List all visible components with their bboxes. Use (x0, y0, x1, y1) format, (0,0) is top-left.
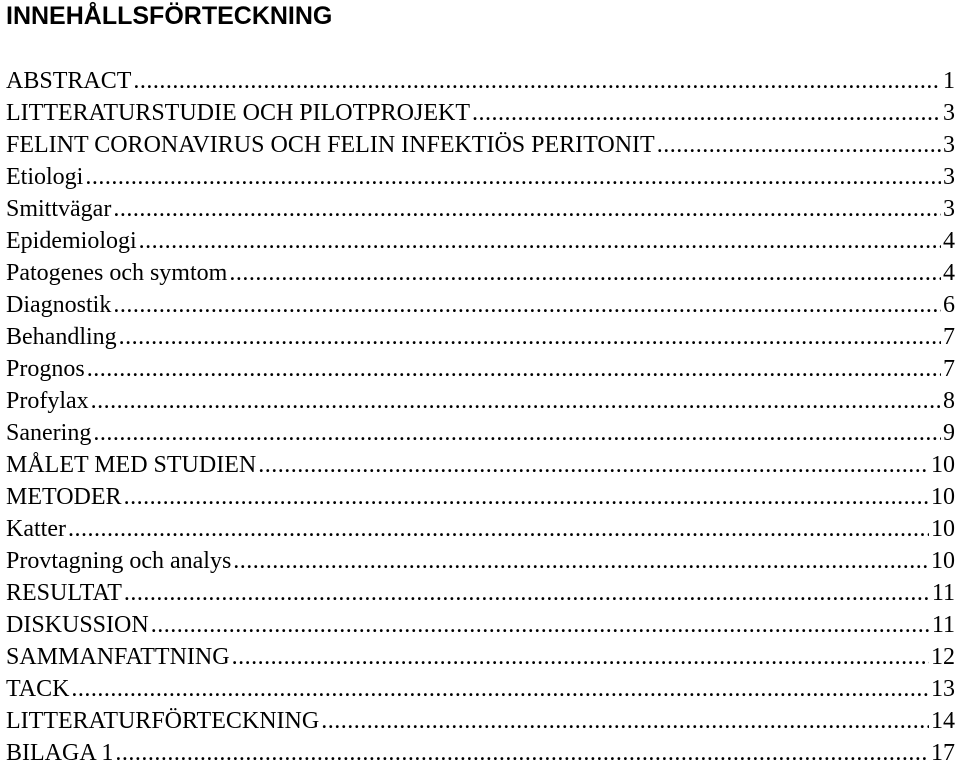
toc-entry[interactable] (6, 193, 955, 225)
toc-entry-page-number: 8 (943, 388, 955, 414)
dot-leader (85, 161, 941, 193)
dot-leader (119, 321, 941, 353)
dot-leader (151, 609, 930, 641)
toc-entry[interactable] (6, 289, 955, 321)
toc-entry-page-number: 7 (943, 324, 955, 350)
dot-leader (68, 513, 929, 545)
toc-entry-label: Sanering (6, 420, 92, 446)
dot-leader (93, 417, 941, 449)
toc-entry-page-number: 3 (943, 196, 955, 222)
toc-entry[interactable] (6, 225, 955, 257)
toc-entry[interactable] (6, 481, 955, 513)
toc-entry-label: Etiologi (6, 164, 84, 190)
toc-entry-page-number: 1 (943, 68, 955, 94)
dot-leader (229, 257, 941, 289)
toc-entry[interactable] (6, 641, 955, 673)
toc-entry-label: Diagnostik (6, 292, 112, 318)
toc-entry-label: Epidemiologi (6, 228, 137, 254)
toc-entry[interactable] (6, 449, 955, 481)
toc-entry-label: ABSTRACT (6, 68, 132, 94)
dot-leader (232, 641, 929, 673)
dot-leader (139, 225, 941, 257)
toc-entry[interactable] (6, 353, 955, 385)
toc-entry[interactable] (6, 577, 955, 609)
toc-entry-page-number: 3 (943, 100, 955, 126)
toc-entry-label: Profylax (6, 388, 89, 414)
toc-entry-label: TACK (6, 676, 70, 702)
toc-entry[interactable] (6, 417, 955, 449)
dot-leader (91, 385, 941, 417)
toc-entry-label: DISKUSSION (6, 612, 149, 638)
dot-leader (113, 193, 941, 225)
toc-entry[interactable] (6, 737, 955, 769)
toc-entry-label: SAMMANFATTNING (6, 644, 230, 670)
toc-entry[interactable] (6, 385, 955, 417)
toc-entry-page-number: 6 (943, 292, 955, 318)
toc-entry-page-number: 9 (943, 420, 955, 446)
toc-entry[interactable] (6, 257, 955, 289)
toc-entry[interactable] (6, 545, 955, 577)
dot-leader (472, 97, 941, 129)
toc-entry[interactable] (6, 513, 955, 545)
dot-leader (87, 353, 941, 385)
toc-entry-page-number: 17 (931, 740, 955, 766)
toc-entry-label: LITTERATURSTUDIE OCH PILOTPROJEKT (6, 100, 470, 126)
dot-leader (258, 449, 929, 481)
toc-entry[interactable] (6, 65, 955, 97)
dot-leader (657, 129, 941, 161)
toc-entry-label: METODER (6, 484, 122, 510)
toc-entry-label: Provtagning och analys (6, 548, 232, 574)
toc-entry-page-number: 10 (931, 516, 955, 542)
toc-entry-page-number: 10 (931, 548, 955, 574)
toc-entry[interactable] (6, 129, 955, 161)
toc-entry-page-number: 4 (943, 260, 955, 286)
toc-entry-page-number: 10 (931, 452, 955, 478)
toc-entry[interactable] (6, 673, 955, 705)
toc-entry-page-number: 13 (931, 676, 955, 702)
toc-entry-page-number: 10 (931, 484, 955, 510)
toc-entry-label: LITTERATURFÖRTECKNING (6, 708, 320, 734)
toc-entry-label: Prognos (6, 356, 85, 382)
toc-title: INNEHÅLLSFÖRTECKNING (6, 2, 333, 30)
toc-entry-page-number: 11 (931, 612, 955, 638)
toc-entry[interactable] (6, 321, 955, 353)
toc-entry-page-number: 12 (931, 644, 955, 670)
dot-leader (124, 481, 929, 513)
toc-entry-label: Smittvägar (6, 196, 112, 222)
dot-leader (133, 65, 941, 97)
dot-leader (233, 545, 929, 577)
toc-entry[interactable] (6, 161, 955, 193)
toc-entry[interactable] (6, 705, 955, 737)
dot-leader (115, 737, 929, 769)
toc-entry-label: Behandling (6, 324, 117, 350)
toc-entry-label: MÅLET MED STUDIEN (6, 452, 257, 478)
toc-entry-label: BILAGA 1 (6, 740, 114, 766)
toc-entry-page-number: 3 (943, 164, 955, 190)
dot-leader (113, 289, 941, 321)
toc-entry-label: FELINT CORONAVIRUS OCH FELIN INFEKTIÖS PERITONIT (6, 132, 655, 158)
dot-leader (321, 705, 929, 737)
toc-entry-page-number: 11 (931, 580, 955, 606)
toc-entry-label: Patogenes och symtom (6, 260, 228, 286)
toc-entry[interactable] (6, 609, 955, 641)
dot-leader (124, 577, 930, 609)
dot-leader (71, 673, 929, 705)
toc-entry-page-number: 3 (943, 132, 955, 158)
toc-entry-page-number: 7 (943, 356, 955, 382)
toc-entry-page-number: 4 (943, 228, 955, 254)
toc-entry-page-number: 14 (931, 708, 955, 734)
toc-entry-label: Katter (6, 516, 66, 542)
toc-list (6, 65, 955, 769)
toc-entry[interactable] (6, 97, 955, 129)
toc-entry-label: RESULTAT (6, 580, 122, 606)
